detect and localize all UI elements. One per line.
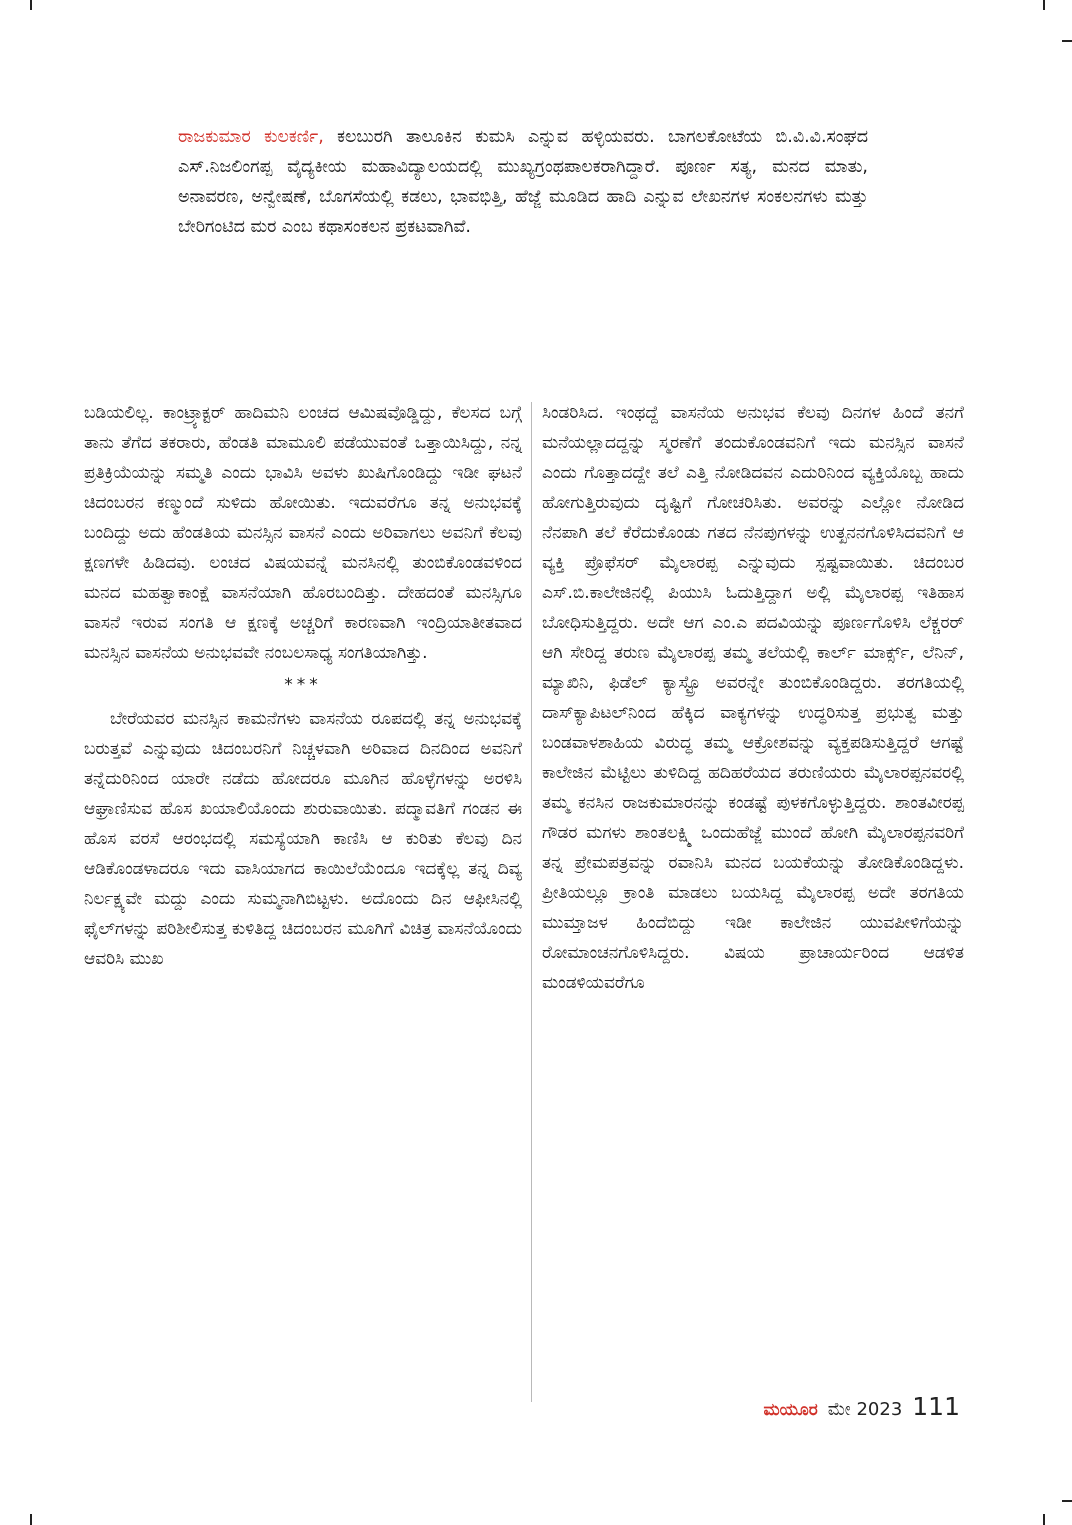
page-footer xyxy=(764,1392,961,1421)
article-paragraph: ಬಡಿಯಲಿಲ್ಲ. ಕಾಂಟ್ರ್ಯಾಕ್ಟರ್ ಹಾದಿಮನಿ ಲಂಚದ ಆಮಿಷವೊಡ್ಡಿದ್ದು, ಕೆಲಸದ ಬಗ್ಗೆ ತಾನು ತೆಗೆದ ತಕರಾರು, ಹೆಂಡತಿ ಮಾಮೂಲಿ ಪಡೆಯುವಂತೆ ಒತ್ತಾಯಿಸಿದ್ದು, ನನ್ನ ಪ್ರತಿಕ್ರಿಯೆಯನ್ನು ಸಮ್ಮತಿ ಎಂದು ಭಾವಿಸಿ ಅವಳು ಖುಷಿಗೊಂಡಿದ್ದು ಇಡೀ ಘಟನೆ ಚಿದಂಬರನ ಕಣ್ಮುಂದೆ ಸುಳಿದು ಹೋಯಿತು. ಇದುವರೆಗೂ ತನ್ನ ಅನುಭವಕ್ಕೆ ಬಂದಿದ್ದು ಅದು ಹೆಂಡತಿಯ ಮನಸ್ಸಿನ ವಾಸನೆ ಎಂದು ಅರಿವಾಗಲು ಅವನಿಗೆ ಕೆಲವು ಕ್ಷಣಗಳೇ ಹಿಡಿದವು. ಲಂಚದ ವಿಷಯವನ್ನೆ ಮನಸಿನಲ್ಲಿ ತುಂಬಿಕೊಂಡವಳಿಂದ ಮನದ ಮಹತ್ವಾಕಾಂಕ್ಷೆ ವಾಸನೆಯಾಗಿ ಹೊರಬಂದಿತ್ತು. ದೇಹದಂತೆ ಮನಸ್ಸಿಗೂ ವಾಸನೆ ಇರುವ ಸಂಗತಿ ಆ ಕ್ಷಣಕ್ಕೆ ಅಚ್ಚರಿಗೆ ಕಾರಣವಾಗಿ ಇಂದ್ರಿಯಾತೀತವಾದ ಮನಸ್ಸಿನ ವಾಸನೆಯ ಅನುಭವವೇ ನಂಬಲಸಾಧ್ಯ ಸಂಗತಿಯಾಗಿತ್ತು. xyxy=(84,403,522,663)
crop-mark-bottom-right xyxy=(1043,1514,1045,1525)
article-column-left xyxy=(84,398,522,974)
article-paragraph: ಬೇರೆಯವರ ಮನಸ್ಸಿನ ಕಾಮನೆಗಳು ವಾಸನೆಯ ರೂಪದಲ್ಲಿ ತನ್ನ ಅನುಭವಕ್ಕೆ ಬರುತ್ತವೆ ಎನ್ನುವುದು ಚಿದಂಬರನಿಗೆ ನಿಚ್ಚಳವಾಗಿ ಅರಿವಾದ ದಿನದಿಂದ ಅವನಿಗೆ ತನ್ನೆದುರಿನಿಂದ ಯಾರೇ ನಡೆದು ಹೋದರೂ ಮೂಗಿನ ಹೊಳ್ಳೆಗಳನ್ನು ಅರಳಿಸಿ ಆಘ್ರಾಣಿಸುವ ಹೊಸ ಖಯಾಲಿಯೊಂದು ಶುರುವಾಯಿತು. ಪದ್ಮಾವತಿಗೆ ಗಂಡನ ಈ ಹೊಸ ವರಸೆ ಆರಂಭದಲ್ಲಿ ಸಮಸ್ಯೆಯಾಗಿ ಕಾಣಿಸಿ ಆ ಕುರಿತು ಕೆಲವು ದಿನ ಆಡಿಕೊಂಡಳಾದರೂ ಇದು ವಾಸಿಯಾಗದ ಕಾಯಿಲೆಯೆಂದೂ ಇದಕ್ಕೆಲ್ಲ ತನ್ನ ದಿವ್ಯ ನಿರ್ಲಕ್ಷ್ಯವೇ ಮದ್ದು ಎಂದು ಸುಮ್ಮನಾಗಿಬಿಟ್ಟಳು. ಅದೊಂದು ದಿನ ಆಫೀಸಿನಲ್ಲಿ ಫೈಲ್‌ಗಳನ್ನು ಪರಿಶೀಲಿಸುತ್ತ ಕುಳಿತಿದ್ದ ಚಿದಂಬರನ ಮೂಗಿಗೆ ವಿಚಿತ್ರ ವಾಸನೆಯೊಂದು ಆವರಿಸಿ ಮುಖ xyxy=(84,709,522,969)
author-name: ರಾಜಕುಮಾರ ಕುಲಕರ್ಣಿ, xyxy=(178,127,324,147)
crop-mark-top-left xyxy=(30,0,32,10)
article-paragraph: ಸಿಂಡರಿಸಿದ. ಇಂಥದ್ದೆ ವಾಸನೆಯ ಅನುಭವ ಕೆಲವು ದಿನಗಳ ಹಿಂದೆ ತನಗೆ ಮನೆಯಲ್ಲಾದದ್ದನ್ನು ಸ್ಮರಣೆಗೆ ತಂದುಕೊಂಡವನಿಗೆ ಇದು ಮನಸ್ಸಿನ ವಾಸನೆ ಎಂದು ಗೊತ್ತಾದದ್ದೇ ತಲೆ ಎತ್ತಿ ನೋಡಿದವನ ಎದುರಿನಿಂದ ವ್ಯಕ್ತಿಯೊಬ್ಬ ಹಾದು ಹೋಗುತ್ತಿರುವುದು ದೃಷ್ಟಿಗೆ ಗೋಚರಿಸಿತು. ಅವರನ್ನು ಎಲ್ಲೋ ನೋಡಿದ ನೆನಪಾಗಿ ತಲೆ ಕೆರೆದುಕೊಂಡು ಗತದ ನೆನಪುಗಳನ್ನು ಉತ್ಖನನಗೊಳಿಸಿದವನಿಗೆ ಆ ವ್ಯಕ್ತಿ ಪ್ರೊಫೆಸರ್ ಮೈಲಾರಪ್ಪ ಎನ್ನುವುದು ಸ್ಪಷ್ಟವಾಯಿತು. ಚಿದಂಬರ ಎಸ್.ಬಿ.ಕಾಲೇಜಿನಲ್ಲಿ ಪಿಯುಸಿ ಓದುತ್ತಿದ್ದಾಗ ಅಲ್ಲಿ ಮೈಲಾರಪ್ಪ ಇತಿಹಾಸ ಬೋಧಿಸುತ್ತಿದ್ದರು. ಅದೇ ಆಗ ಎಂ.ಎ ಪದವಿಯನ್ನು ಪೂರ್ಣಗೊಳಿಸಿ ಲೆಕ್ಚರರ್ ಆಗಿ ಸೇರಿದ್ದ ತರುಣ ಮೈಲಾರಪ್ಪ ತಮ್ಮ ತಲೆಯಲ್ಲಿ ಕಾರ್ಲ್ ಮಾರ್ಕ್ಸ್, ಲೆನಿನ್, ಮ್ಯಾಖಿನಿ, ಫಿಡೆಲ್ ಕ್ಯಾಸ್ಟ್ರೊ ಅವರನ್ನೇ ತುಂಬಿಕೊಂಡಿದ್ದರು. ತರಗತಿಯಲ್ಲಿ ದಾಸ್‌ಕ್ಯಾಪಿಟಲ್‌ನಿಂದ ಹೆಕ್ಕಿದ ವಾಕ್ಯಗಳನ್ನು ಉದ್ಧರಿಸುತ್ತ ಪ್ರಭುತ್ವ ಮತ್ತು ಬಂಡವಾಳಶಾಹಿಯ ವಿರುದ್ಧ ತಮ್ಮ ಆಕ್ರೋಶವನ್ನು ವ್ಯಕ್ತಪಡಿಸುತ್ತಿದ್ದರೆ ಆಗಷ್ಟೆ ಕಾಲೇಜಿನ ಮೆಟ್ಟಿಲು ತುಳಿದಿದ್ದ ಹದಿಹರೆಯದ ತರುಣಿಯರು ಮೈಲಾರಪ್ಪನವರಲ್ಲಿ ತಮ್ಮ ಕನಸಿನ ರಾಜಕುಮಾರನನ್ನು ಕಂಡಷ್ಟೆ ಪುಳಕಗೊಳ್ಳುತ್ತಿದ್ದರು. ಶಾಂತವೀರಪ್ಪ ಗೌಡರ ಮಗಳು ಶಾಂತಲಕ್ಷ್ಮಿ ಒಂದುಹೆಜ್ಜೆ ಮುಂದೆ ಹೋಗಿ ಮೈಲಾರಪ್ಪನವರಿಗೆ ತನ್ನ ಪ್ರೇಮಪತ್ರವನ್ನು ರವಾನಿಸಿ ಮನದ ಬಯಕೆಯನ್ನು ತೋಡಿಕೊಂಡಿದ್ದಳು. ಪ್ರೀತಿಯಲ್ಲೂ ಕ್ರಾಂತಿ ಮಾಡಲು ಬಯಸಿದ್ದ ಮೈಲಾರಪ್ಪ ಅದೇ ತರಗತಿಯ ಮುಮ್ತಾಜಳ ಹಿಂದೆಬಿದ್ದು ಇಡೀ ಕಾಲೇಜಿನ ಯುವಪೀಳಿಗೆಯನ್ನು ರೋಮಾಂಚನಗೊಳಿಸಿದ್ದರು. ವಿಷಯ ಪ್ರಾಚಾರ್ಯರಿಂದ ಆಡಳಿತ ಮಂಡಳಿಯವರೆಗೂ xyxy=(542,403,964,993)
crop-mark-right-lower xyxy=(1062,1500,1072,1502)
column-divider xyxy=(531,402,532,1402)
article-column-right xyxy=(542,398,964,998)
magazine-logo: ಮಯೂರ xyxy=(763,1400,818,1420)
page-number: 111 xyxy=(912,1392,960,1421)
author-bio xyxy=(178,122,868,242)
author-bio-text: ಕಲಬುರಗಿ ತಾಲೂಕಿನ ಕುಮಸಿ ಎನ್ನುವ ಹಳ್ಳಿಯವರು. ಬಾಗಲಕೋಟೆಯ ಬಿ.ವಿ.ವಿ.ಸಂಘದ ಎಸ್.ನಿಜಲಿಂಗಪ್ಪ ವೈದ್ಯಕೀಯ ಮಹಾವಿದ್ಯಾಲಯದಲ್ಲಿ ಮುಖ್ಯಗ್ರಂಥಪಾಲಕರಾಗಿದ್ದಾರೆ. ಪೂರ್ಣ ಸತ್ಯ, ಮನದ ಮಾತು, ಅನಾವರಣ, ಅನ್ವೇಷಣೆ, ಬೊಗಸೆಯಲ್ಲಿ ಕಡಲು, ಭಾವಭಿತ್ತಿ, ಹೆಜ್ಜೆ ಮೂಡಿದ ಹಾದಿ ಎನ್ನುವ ಲೇಖನಗಳ ಸಂಕಲನಗಳು ಮತ್ತು ಬೇರಿಗಂಟಿದ ಮರ ಎಂಬ ಕಥಾಸಂಕಲನ ಪ್ರಕಟವಾಗಿವೆ. xyxy=(178,127,869,237)
crop-mark-bottom-left xyxy=(30,1514,32,1525)
crop-mark-right-upper xyxy=(1062,40,1072,42)
issue-date: ಮೇ 2023 xyxy=(827,1399,903,1420)
crop-mark-top-right xyxy=(1043,0,1045,10)
section-separator: *** xyxy=(284,675,322,695)
